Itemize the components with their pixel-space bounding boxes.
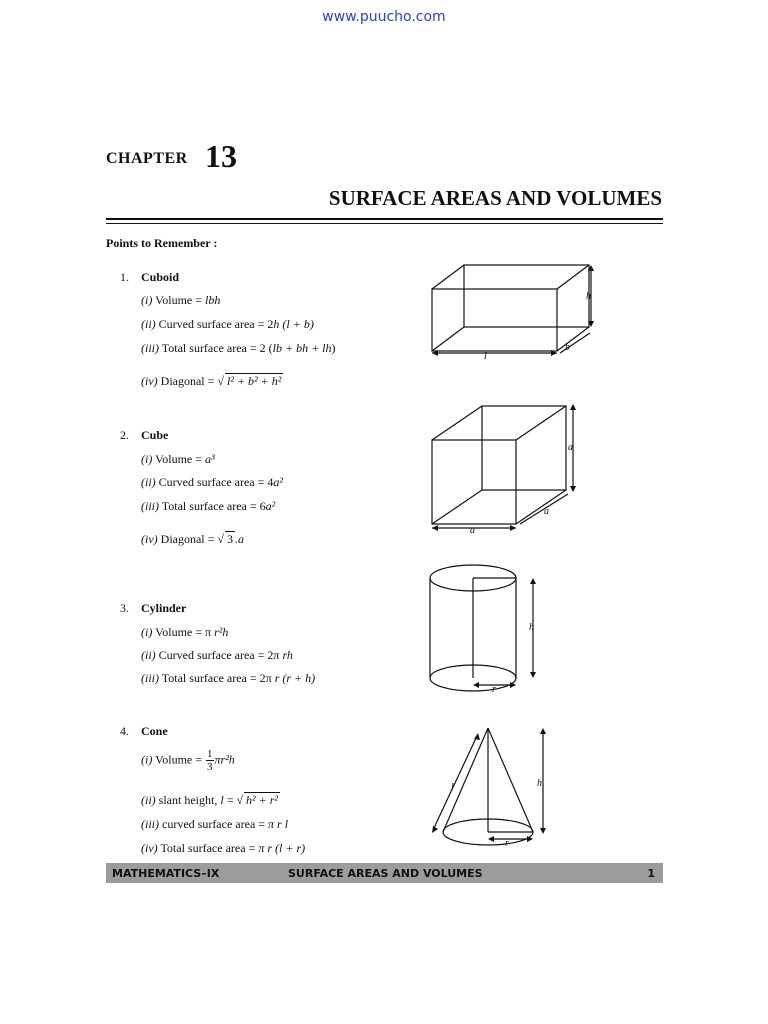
page-number: 1: [647, 867, 655, 880]
formula-line: (ii) slant height, l = √ h² + r²: [141, 793, 279, 807]
section-number: 2.: [120, 428, 129, 442]
chapter-number: 13: [205, 138, 237, 174]
label-b: b: [565, 342, 570, 353]
section-title: Cone: [141, 724, 168, 738]
cube-figure: [420, 400, 590, 540]
section-number: 3.: [120, 601, 129, 615]
page-footer: [106, 863, 663, 883]
title-rule-thin: [106, 223, 663, 224]
label-a: a: [568, 442, 573, 453]
formula-line: (iii) Total surface area = 2π r (r + h): [141, 671, 316, 685]
footer-subject: MATHEMATICS–IX: [112, 867, 220, 880]
formula-line: (ii) Curved surface area = 4a²: [141, 475, 283, 489]
label-r: r: [505, 838, 509, 849]
section-title: Cuboid: [141, 270, 180, 284]
formula-line: (iii) curved surface area = π r l: [141, 817, 289, 831]
label-a: a: [470, 525, 475, 536]
formula-line: (iv) Total surface area = π r (l + r): [141, 841, 306, 855]
formula-line: (i) Volume = $\frac{1}{3}$ πr²h: [141, 748, 235, 773]
formula-line: (iii) Total surface area = 2 (lb + bh + lh): [141, 341, 336, 355]
title-rule: [106, 218, 663, 220]
label-l: l: [451, 782, 454, 793]
label-r: r: [492, 684, 496, 695]
label-l: l: [484, 351, 487, 362]
points-heading: Points to Remember :: [106, 236, 218, 250]
formula-line: (i) Volume = lbh: [141, 293, 221, 307]
fraction: $\frac{1}{3}$: [207, 748, 213, 773]
formula-line: (i) Volume = π r²h: [141, 625, 229, 639]
formula-line: (ii) Curved surface area = 2π rh: [141, 648, 293, 662]
header-url[interactable]: www.puucho.com: [322, 9, 446, 25]
footer-chapter: SURFACE AREAS AND VOLUMES: [288, 867, 483, 880]
page-title: SURFACE AREAS AND VOLUMES: [328, 186, 662, 210]
cuboid-figure: [420, 255, 610, 365]
section-number: 1.: [120, 270, 129, 284]
cylinder-figure: [425, 560, 555, 700]
formula-line: (iv) Diagonal = √ 3 .a: [141, 532, 245, 546]
cone-figure: [425, 722, 560, 852]
section-title: Cube: [141, 428, 169, 442]
label-h: h: [586, 291, 591, 302]
label-h: h: [537, 778, 542, 789]
section-title: Cylinder: [141, 601, 187, 615]
label-h: h: [529, 622, 534, 633]
chapter-label: CHAPTER: [106, 150, 188, 167]
section-number: 4.: [120, 724, 129, 738]
formula-line: (ii) Curved surface area = 2h (l + b): [141, 317, 314, 331]
label-a: a: [544, 506, 549, 517]
formula-line: (iv) Diagonal = √ l² + b² + h²: [141, 374, 282, 388]
formula-line: (iii) Total surface area = 6a²: [141, 499, 276, 513]
formula-line: (i) Volume = a³: [141, 452, 215, 466]
